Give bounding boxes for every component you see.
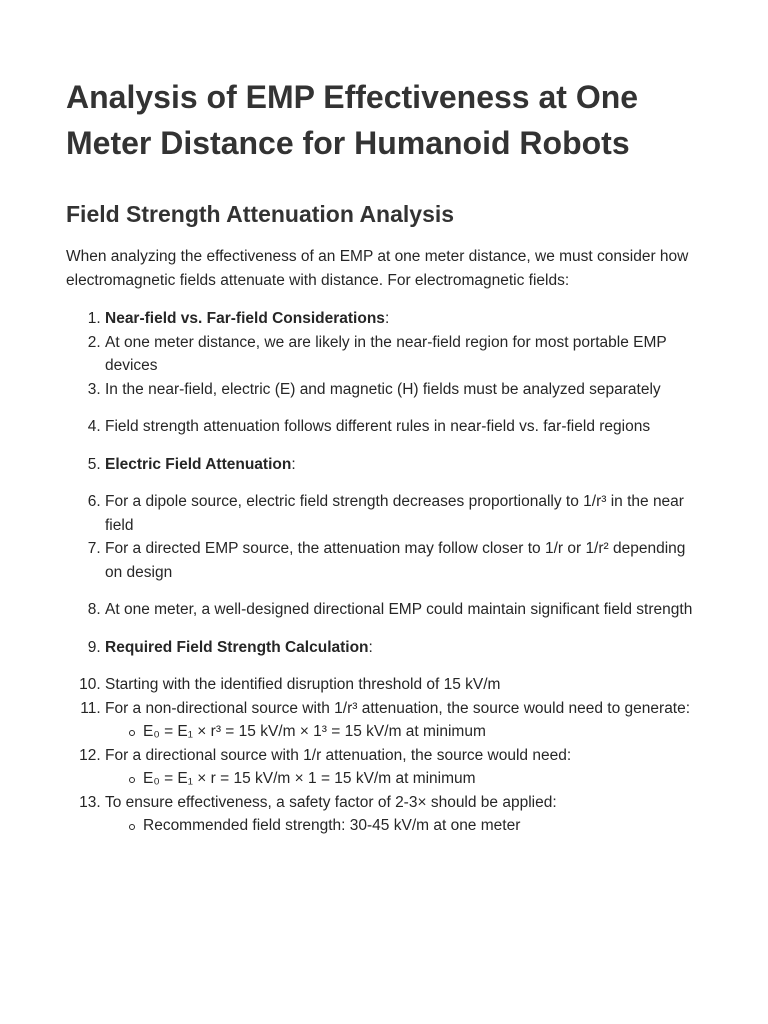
list-item-text: :	[368, 638, 373, 656]
list-item-text: Starting with the identified disruption threshold of 15 kV/m	[105, 676, 501, 693]
list-item-bold: Required Field Strength Calculation	[105, 638, 369, 656]
list-item	[105, 744, 702, 791]
list-item	[105, 598, 702, 622]
list-item-bold: Near-field vs. Far-field Considerations	[105, 310, 385, 327]
list-item-text: :	[291, 455, 296, 473]
list-item-text: To ensure effectiveness, a safety factor of 2-3× should be applied:	[105, 793, 557, 811]
list-item	[105, 636, 702, 660]
list-item-text: Field strength attenuation follows different rules in near-field vs. far-field regions	[105, 418, 651, 435]
analysis-list	[66, 307, 702, 838]
sub-list-item: Recommended field strength: 30-45 kV/m at one meter	[143, 814, 702, 838]
sub-list	[105, 767, 702, 791]
list-item	[105, 673, 702, 697]
list-item	[105, 378, 702, 402]
sub-list	[105, 814, 702, 838]
list-item-text: At one meter, a well-designed directional EMP could maintain significant field strength	[105, 601, 693, 618]
list-item	[105, 453, 702, 477]
page-title: Analysis of EMP Effectiveness at One Meter Distance for Humanoid Robots	[66, 79, 639, 161]
list-item	[105, 791, 702, 838]
list-item	[105, 415, 702, 439]
sub-list-item: E₀ = E₁ × r³ = 15 kV/m × 1³ = 15 kV/m at minimum	[143, 720, 702, 744]
list-item	[105, 697, 702, 744]
list-item	[105, 331, 702, 378]
sub-list-item: E₀ = E₁ × r = 15 kV/m × 1 = 15 kV/m at minimum	[143, 767, 702, 791]
list-item-text: For a directional source with 1/r attenuation, the source would need:	[105, 746, 572, 764]
list-item-text: For a non-directional source with 1/r³ attenuation, the source would need to generate:	[105, 699, 691, 717]
list-item-text: At one meter distance, we are likely in the near-field region for most portable EMP devices	[105, 333, 667, 374]
list-item	[105, 537, 702, 584]
list-item-text: :	[384, 310, 390, 327]
section-heading: Field Strength Attenuation Analysis	[66, 201, 455, 227]
list-item-bold: Electric Field Attenuation	[105, 455, 292, 473]
list-item-text: In the near-field, electric (E) and magnetic (H) fields must be analyzed separately	[105, 380, 661, 398]
intro-paragraph: When analyzing the effectiveness of an EMP at one meter distance, we must consider how electromagnetic fields attenuate with distance. For electromagnetic fields:	[66, 248, 689, 289]
list-item-text: For a dipole source, electric field strength decreases proportionally to 1/r³ in the near field	[105, 493, 684, 534]
list-item-text: For a directed EMP source, the attenuation may follow closer to 1/r or 1/r² depending on design	[105, 540, 686, 581]
list-item	[105, 490, 702, 537]
sub-list	[105, 720, 702, 744]
list-item	[105, 307, 702, 331]
